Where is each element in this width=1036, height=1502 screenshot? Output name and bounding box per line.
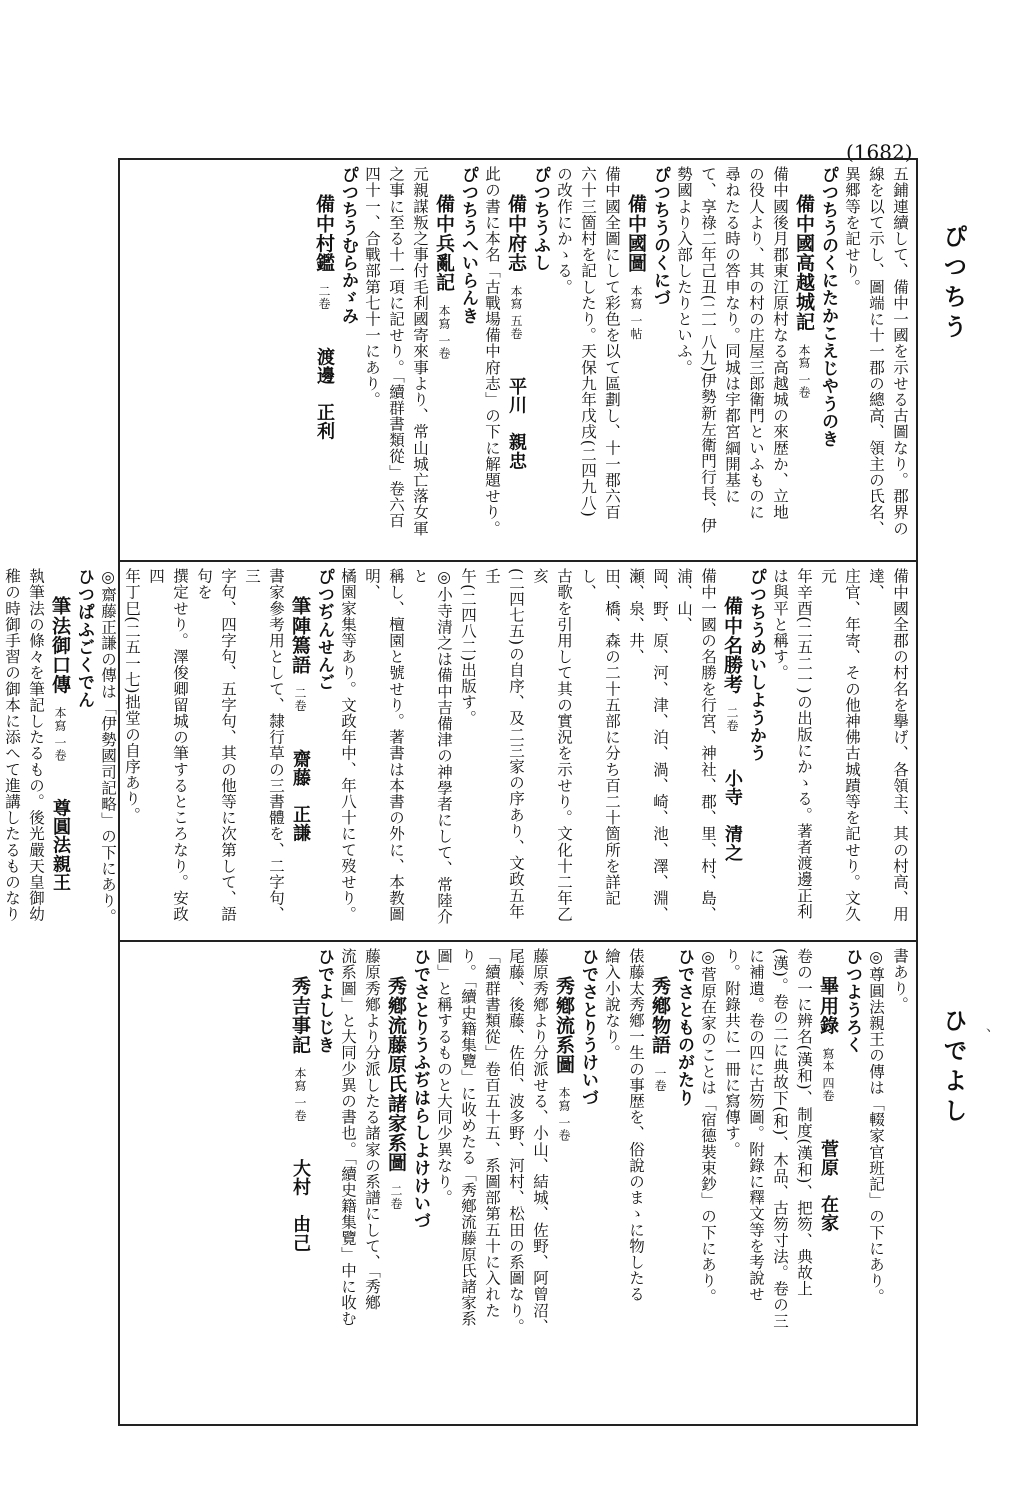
body-text-line: の改作にかゝる。 [555, 166, 573, 295]
entry-edition: 本寫 一卷 [557, 1074, 571, 1142]
entry-title-line [48, 568, 72, 934]
entry-author: 齋藤 正謙 [290, 712, 311, 843]
body-text-line: 撰定せり。澤俊卿留城の筆するところなり。安政四 [147, 568, 189, 923]
body-text-line: ◎小寺清之は備中吉備津の神學者にして、常陸介と [411, 568, 453, 925]
entry-reading: ひつようろく [842, 948, 862, 1054]
body-text-line: ◎菅原在家のことは「宿德裝束鈔」の下にあり。 [699, 948, 717, 1305]
entry-title: 備中國高越城記 [793, 194, 815, 332]
body-text-line: 之事に至る十一項に記せり。「續群書類從」卷六百 [387, 166, 405, 529]
body-text-line: 備中國全圖にして彩色を以て區劃し、十一郡六百 [603, 166, 621, 521]
entry-title-line [504, 166, 528, 554]
section-divider-top [120, 560, 916, 562]
entry-author: 尊圓法親王 [50, 761, 71, 892]
body-text-line: の役人より、其の村の庄屋三郎衛門といふものに [747, 166, 765, 521]
body-text-line: 岡、野、原、河、津、泊、渦、崎、池、澤、淵、瀬、泉、井、 [627, 568, 669, 923]
body-text-line: 此の書に本名「古戰場備中府志」の下に解題せり。 [483, 166, 501, 537]
entry-title: 畢用錄 [817, 976, 839, 1035]
body-text-line: 字句、四字句、五字句、其の他等に次第して、語句を [195, 568, 237, 923]
body-text-line: 異郷等を記せり。 [843, 166, 861, 295]
body-text-line: 藤原秀鄕より分派せる、小山、結城、佐野、阿曾沼、 [531, 948, 549, 1335]
entry-title-line [648, 948, 672, 1418]
body-text-line: 庄官、年寄、その他神佛古城蹟等を記せり。文久元 [819, 568, 861, 923]
entry-edition: 本寫 一卷 [797, 331, 811, 399]
entry-title-line [720, 568, 744, 934]
entry-reading: ひでよしじき [314, 948, 334, 1054]
entry-title: 備中村鑑 [313, 194, 335, 273]
entry-title-line [312, 166, 336, 554]
text-column [0, 568, 912, 934]
body-text-line: 橘園家集等あり。文政年中、年八十にて歿せり。 [339, 568, 357, 923]
entry-edition: 寫本 四卷 [821, 1034, 835, 1103]
entry-reading: ぴつちうへいらんき [458, 166, 478, 325]
entry-reading: ぴつちうふし [530, 166, 550, 272]
body-text-line: ◎齋藤正謙の傳は「伊勢國司記略」の下にあり。 [99, 568, 117, 925]
entry-reading: ぴつちうのくにたかこえじやうのき [818, 166, 838, 448]
section-bottom [124, 948, 912, 1418]
body-text-line: ◎尊圓法親王の傳は「輟家官班記」の下にあり。 [867, 948, 885, 1305]
body-text-line: 書あり。 [891, 948, 909, 1013]
entry-title-line [432, 166, 456, 554]
entry-title-line [552, 948, 576, 1418]
entry-edition: 二卷 [725, 694, 739, 732]
entry-title: 秀鄕流系圖 [553, 976, 575, 1074]
body-text-line: 年辛酉(二五二一)の出版にかゝる。著者渡邊正利 [795, 568, 813, 920]
body-text-line: 稚の時御手習の御本に添へて進講したるものなり [3, 568, 21, 923]
body-text-line: 六十三箇村を記したり。天保九年戊戌(二四九八) [579, 166, 597, 518]
running-head-top: ぴつちう [939, 224, 968, 344]
entry-title-line [792, 166, 816, 554]
entry-author: 平川 親忠 [506, 339, 527, 471]
entry-edition: 二卷 [389, 1172, 403, 1210]
body-text-line: 勢國より入部したりといふ。 [675, 166, 693, 376]
entry-reading: ひでさとりうふぢはらしよけけいづ [410, 948, 430, 1230]
entry-edition: 本寫 五卷 [509, 272, 523, 340]
entry-title: 秀吉事記 [289, 976, 311, 1055]
text-column [312, 166, 912, 554]
entry-edition: 本寫 一卷 [53, 694, 67, 762]
entry-edition: 本寫 一卷 [293, 1054, 307, 1122]
entry-title: 備中府志 [505, 194, 527, 273]
body-text-line: は與平と稱す。 [771, 568, 789, 681]
margin-mark: 、 [986, 1019, 1000, 1035]
entry-title: 秀鄕流藤原氏諸家系圖 [385, 976, 407, 1172]
entry-author: 小寺 清之 [722, 731, 743, 863]
body-text-line: 繪入小說なり。 [603, 948, 621, 1061]
entry-title-line [624, 166, 648, 554]
body-text-line: り。「續史籍集覽」に收めたる「秀鄕流藤原氏諸家系 [459, 948, 477, 1327]
entry-title: 備中兵亂記 [433, 194, 455, 292]
body-text-line: 備中一國の名勝を行宮、神社、郡、里、村、島、浦、山、 [675, 568, 717, 923]
body-text-line: 藤原秀鄕より分派したる諸家の系譜にして、「秀鄕 [363, 948, 381, 1311]
body-text-line: 尋ねたる時の答申なり。同城は宇都宮綱開基に [723, 166, 741, 505]
body-text-line: に補遺。卷の四に古笏圖。附錄に釋文等を考說せ [747, 948, 765, 1303]
entry-edition: 本寫 一帖 [629, 272, 643, 340]
section-middle [3, 568, 912, 934]
body-text-line: 「續群書類從」卷百五十五、系圖部第五十に入れた [483, 948, 501, 1319]
entry-reading: ぴつちうむらかゞみ [338, 166, 358, 325]
body-text-line: 五鋪連續して、備中一國を示せる古圖なり。郡界の [891, 166, 909, 537]
page-number: (1682) [846, 140, 913, 164]
entry-reading: ぴつぢんせんご [314, 568, 334, 692]
body-text-line: 線を以て示し、圖端に十一郡の總高、領主の氏名、 [867, 166, 885, 537]
entry-author: 大村 由己 [290, 1121, 311, 1253]
entry-author: 渡邊 正利 [314, 310, 335, 441]
body-text-line: 午(二四八二)出版す。 [459, 568, 477, 727]
entry-reading: ぴつちうのくにづ [650, 166, 670, 307]
body-text-line: 四十一、合戰部第七十一にあり。 [363, 166, 381, 408]
body-text-line: 備中國後月郡東江原村なる高越城の來歴か、立地 [771, 166, 789, 521]
body-text-line: 古歌を引用して其の實況を示せり。文化十二年乙亥 [531, 568, 573, 923]
entry-author: 菅原 在家 [818, 1102, 839, 1233]
entry-edition: 一卷 [653, 1054, 667, 1093]
body-text-line: て、享祿二年己丑(二一八九)伊勢新左衛門行長、伊 [699, 166, 717, 534]
entry-title-line [384, 948, 408, 1418]
entry-reading: ぴつちうめいしようかう [746, 568, 766, 762]
entry-edition: 二卷 [293, 674, 307, 713]
body-text-line: り。附錄共に一冊に寫傳す。 [723, 948, 741, 1158]
body-text-line: 田、橋、森の二十五部に分ち百二十箇所を詳記し、 [579, 568, 621, 907]
section-divider-bottom [120, 940, 916, 942]
entry-title: 筆陣篶語 [289, 596, 311, 675]
entry-title-line [288, 948, 312, 1418]
entry-edition: 本寫 一卷 [437, 292, 451, 360]
body-text-line: 稱し、檀園と號せり。著書は本書の外に、本教圖明、 [363, 568, 405, 923]
body-text-line: 俵藤太秀鄕一生の事歴を、俗說のまゝに物したる [627, 948, 645, 1303]
entry-reading: ひでさとものがたり [674, 948, 694, 1107]
body-text-line: 元親謀叛之事付毛利國寄來事より、常山城亡落女軍 [411, 166, 429, 537]
entry-title: 秀鄕物語 [649, 976, 671, 1055]
body-text-line: 書家參考用として、隸行草の三書體を、二字句、三 [243, 568, 285, 923]
body-text-line: 年丁巳(二五一七)拙堂の自序あり。 [123, 568, 141, 823]
body-text-line: 備中國全郡の村名を擧げ、各領主、其の村高、用達、 [867, 568, 909, 923]
entry-title-line [288, 568, 312, 934]
body-text-line: 尾藤、後藤、佐伯、波多野、河村、松田の系圖なり。 [507, 948, 525, 1335]
body-text-line: (二四七五)の自序、及二三家の序あり、文政五年壬 [483, 568, 525, 920]
section-top [124, 166, 912, 554]
text-column [288, 948, 912, 1418]
entry-title: 備中國圖 [625, 194, 647, 273]
body-text-line: 流系圖」と大同少異の書也。「續史籍集覽」中に收む [339, 948, 357, 1327]
entry-title: 筆法御口傳 [49, 596, 71, 694]
running-head-bottom: ひでよし [939, 1008, 968, 1128]
entry-title: 備中名勝考 [721, 596, 743, 694]
body-text-line: 執筆法の條々を筆記したるもの。後光嚴天皇御幼 [27, 568, 45, 923]
body-text-line: 卷の一に辨名(漢和)、制度(漢和)、把笏、典故上 [795, 948, 813, 1297]
body-text-line: (漢)。卷の二に典故下(和)、木品、古笏寸法。卷の三 [771, 948, 789, 1329]
entry-title-line [816, 948, 840, 1418]
entry-reading: ひつぱふごくでん [74, 568, 94, 709]
body-text-line: 圖」と稱するものと大同少異なり。 [435, 948, 453, 1206]
entry-edition: 二卷 [317, 272, 331, 311]
entry-reading: ひでさとりうけいづ [578, 948, 598, 1107]
